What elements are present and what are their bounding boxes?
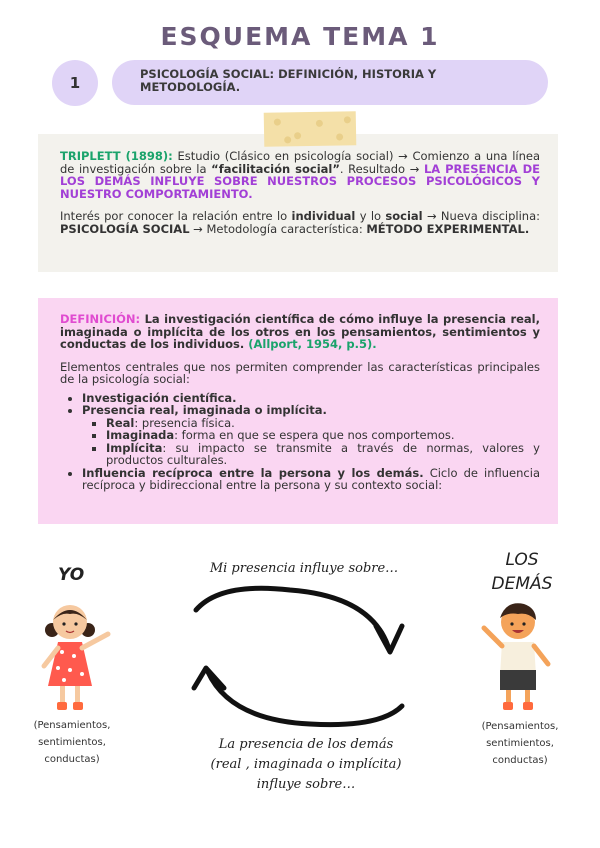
sub-text: : presencia física. (134, 415, 235, 430)
page-title: ESQUEMA TEMA 1 (160, 22, 440, 51)
item-extra: Ciclo de influencia recíproca y bidireccional entre la persona y su contexto social: (82, 465, 540, 492)
cycle-arrows (180, 576, 420, 736)
phrase-top: Mi presencia influye sobre… (209, 561, 399, 576)
definition-box (38, 298, 558, 524)
term-social: social (385, 209, 423, 223)
yo-label: YO (58, 565, 85, 585)
elements-list (60, 392, 540, 492)
demas-line1: LOS (505, 550, 539, 570)
phrase-bottom-line3: influye sobre… (256, 777, 356, 792)
caption-right: (Pensamientos, sentimientos, conductas) (481, 721, 559, 766)
facilitacion-term: “facilitación social” (211, 161, 340, 176)
demas-label (478, 548, 566, 596)
triplett-box (38, 134, 558, 272)
caption-left: (Pensamientos, sentimientos, conductas) (33, 720, 111, 765)
item-text: Investigación científica. (82, 390, 237, 405)
sub-text: : forma en que se espera que nos comportemos. (174, 428, 455, 442)
intro-paragraph: Elementos centrales que nos permiten comprender las características principales de la psicología social: (60, 359, 540, 386)
text: → Nueva disciplina: (422, 209, 540, 223)
text: → Metodología característica: (189, 221, 367, 236)
sub-term: Implícita (106, 440, 163, 455)
boy-illustration (478, 598, 560, 716)
tape-decoration (264, 111, 357, 147)
definition-paragraph (60, 313, 540, 351)
term-individual: individual (291, 209, 356, 223)
list-item (82, 467, 540, 492)
text: y lo (355, 209, 386, 223)
triplett-author: TRIPLETT (1898): (60, 149, 173, 163)
phrase-bottom (180, 735, 432, 795)
arrow-top-icon (196, 588, 388, 646)
sub-term: Real (106, 415, 135, 430)
arrow-bottom-icon (208, 672, 402, 725)
term-psicologia-social: PSICOLOGÍA SOCIAL (60, 221, 190, 236)
phrase-bottom-line2: (real , imaginada o implícita) (210, 757, 402, 772)
girl-illustration (38, 598, 120, 716)
definition-label: DEFINICIÓN: (60, 312, 141, 326)
sub-text: : su impacto se transmite a través de normas, valores y productos culturales. (106, 440, 540, 467)
text: Estudio (Clásico en psicología social) → Comienzo a una línea de investigación sobre la (60, 149, 540, 176)
text: . Resultado → (339, 161, 424, 176)
term-metodo-experimental: MÉTODO EXPERIMENTAL. (366, 221, 530, 236)
sub-list-item (106, 442, 540, 467)
sub-term: Imaginada (106, 428, 175, 442)
phrase-bottom-line1: La presencia de los demás (218, 737, 394, 752)
demas-line2: DEMÁS (491, 574, 553, 594)
section-heading: PSICOLOGÍA SOCIAL: DEFINICIÓN, HISTORIA Y METODOLOGÍA. (112, 60, 548, 105)
item-text: Influencia recíproca entre la persona y los demás. (82, 465, 424, 480)
triplett-paragraph (60, 150, 540, 200)
item-text: Presencia real, imaginada o implícita. (82, 403, 327, 417)
list-item (82, 404, 540, 467)
definition-text: La investigación científica de cómo influye la presencia real, imaginada o implícita de los otros en los pensamientos, sentimientos y conductas de los individuos. (60, 312, 540, 351)
definition-citation: (Allport, 1954, p.5). (244, 337, 377, 351)
sub-list (82, 417, 540, 467)
interest-paragraph (60, 210, 540, 235)
text: Interés por conocer la relación entre lo (60, 209, 292, 223)
triplett-result: LA PRESENCIA DE LOS DEMÁS INFLUYE SOBRE NUESTROS PROCESOS PSICOLÓGICOS Y NUESTRO COMPORTAMIENTO. (60, 161, 540, 201)
section-number-badge: 1 (52, 60, 98, 106)
